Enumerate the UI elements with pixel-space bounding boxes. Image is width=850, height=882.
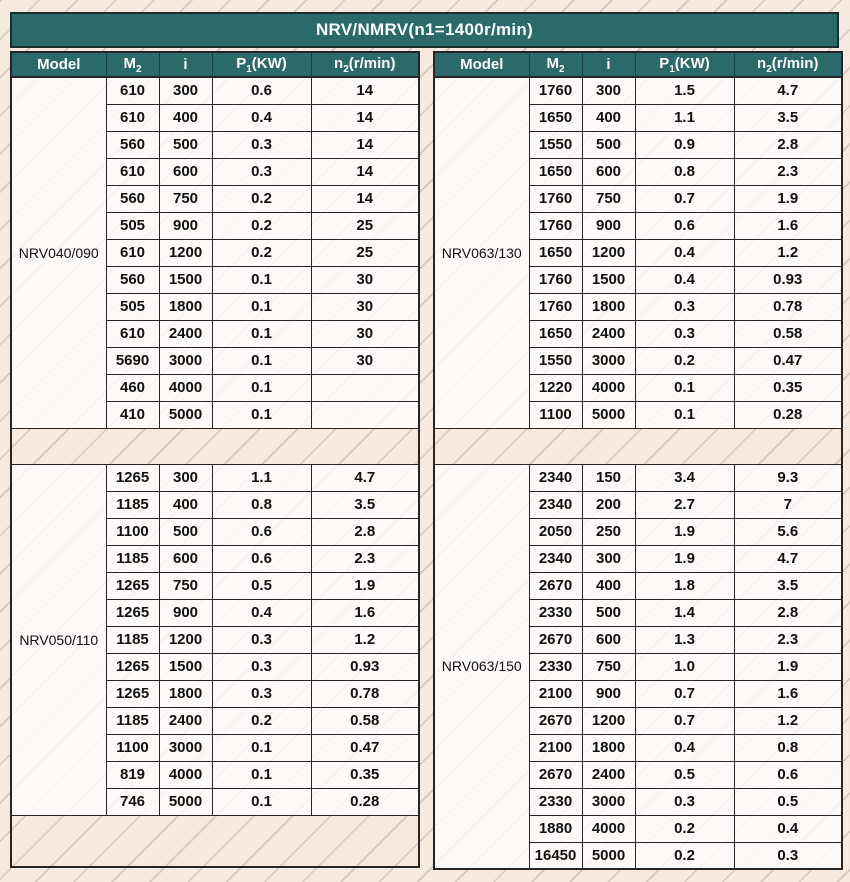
value-cell: 0.3 bbox=[212, 653, 311, 680]
value-cell: 3.5 bbox=[734, 104, 842, 131]
value-cell: 1.4 bbox=[635, 599, 734, 626]
value-cell: 0.2 bbox=[635, 842, 734, 869]
value-cell: 2.8 bbox=[734, 599, 842, 626]
value-cell: 0.1 bbox=[212, 734, 311, 761]
value-cell: 2.8 bbox=[311, 518, 419, 545]
value-cell: 1200 bbox=[159, 626, 212, 653]
value-cell: 410 bbox=[106, 401, 159, 428]
value-cell: 4.7 bbox=[734, 77, 842, 104]
value-cell: 0.78 bbox=[734, 293, 842, 320]
footer-empty-row bbox=[11, 815, 419, 867]
spec-table-left bbox=[10, 51, 420, 868]
value-cell: 2.3 bbox=[734, 626, 842, 653]
value-cell: 1265 bbox=[106, 464, 159, 491]
value-cell: 30 bbox=[311, 320, 419, 347]
value-cell: 1800 bbox=[159, 293, 212, 320]
value-cell: 3.5 bbox=[734, 572, 842, 599]
value-cell: 300 bbox=[159, 77, 212, 104]
value-cell: 2340 bbox=[529, 545, 582, 572]
value-cell: 1185 bbox=[106, 491, 159, 518]
value-cell: 400 bbox=[582, 572, 635, 599]
value-cell: 1.9 bbox=[734, 185, 842, 212]
value-cell: 0.58 bbox=[311, 707, 419, 734]
value-cell: 0.47 bbox=[734, 347, 842, 374]
page-title: NRV/NMRV(n1=1400r/min) bbox=[10, 12, 839, 48]
value-cell: 2050 bbox=[529, 518, 582, 545]
value-cell: 14 bbox=[311, 158, 419, 185]
value-cell: 600 bbox=[582, 626, 635, 653]
value-cell: 4.7 bbox=[734, 545, 842, 572]
value-cell: 400 bbox=[582, 104, 635, 131]
value-cell: 1500 bbox=[582, 266, 635, 293]
value-cell: 0.35 bbox=[311, 761, 419, 788]
tables-row bbox=[10, 51, 839, 870]
col-header-i: i bbox=[582, 52, 635, 77]
section-spacer-row bbox=[11, 428, 419, 464]
value-cell: 560 bbox=[106, 185, 159, 212]
value-cell: 0.78 bbox=[311, 680, 419, 707]
value-cell: 1.2 bbox=[734, 707, 842, 734]
value-cell: 1200 bbox=[582, 707, 635, 734]
value-cell bbox=[311, 401, 419, 428]
value-cell: 1760 bbox=[529, 212, 582, 239]
col-header-p1: $P_1(KW)$ bbox=[212, 52, 311, 77]
value-cell: 505 bbox=[106, 293, 159, 320]
value-cell: 4.7 bbox=[311, 464, 419, 491]
value-cell: 2670 bbox=[529, 626, 582, 653]
value-cell: 2100 bbox=[529, 680, 582, 707]
col-header-model: Model bbox=[11, 52, 106, 77]
value-cell: 0.5 bbox=[635, 761, 734, 788]
value-cell: 400 bbox=[159, 104, 212, 131]
value-cell: 150 bbox=[582, 464, 635, 491]
value-cell: 1800 bbox=[582, 734, 635, 761]
value-cell: 0.9 bbox=[635, 131, 734, 158]
value-cell: 1760 bbox=[529, 266, 582, 293]
value-cell: 9.3 bbox=[734, 464, 842, 491]
value-cell: 1650 bbox=[529, 158, 582, 185]
section-spacer-cell bbox=[434, 428, 842, 464]
value-cell: 0.6 bbox=[734, 761, 842, 788]
value-cell: 600 bbox=[159, 545, 212, 572]
value-cell: 0.1 bbox=[635, 401, 734, 428]
value-cell: 1265 bbox=[106, 599, 159, 626]
value-cell: 250 bbox=[582, 518, 635, 545]
value-cell: 0.1 bbox=[635, 374, 734, 401]
value-cell: 0.3 bbox=[635, 788, 734, 815]
value-cell: 900 bbox=[582, 212, 635, 239]
value-cell: 1.1 bbox=[635, 104, 734, 131]
value-cell: 600 bbox=[582, 158, 635, 185]
value-cell: 0.93 bbox=[734, 266, 842, 293]
value-cell: 25 bbox=[311, 239, 419, 266]
value-cell: 14 bbox=[311, 185, 419, 212]
value-cell: 1220 bbox=[529, 374, 582, 401]
value-cell: 4000 bbox=[582, 815, 635, 842]
value-cell: 1185 bbox=[106, 626, 159, 653]
value-cell: 1.2 bbox=[311, 626, 419, 653]
value-cell: 2670 bbox=[529, 761, 582, 788]
table-row bbox=[11, 464, 419, 491]
value-cell: 2400 bbox=[582, 761, 635, 788]
value-cell: 5000 bbox=[582, 842, 635, 869]
value-cell: 0.1 bbox=[212, 374, 311, 401]
value-cell: 2330 bbox=[529, 653, 582, 680]
value-cell: 0.2 bbox=[635, 347, 734, 374]
value-cell: 1500 bbox=[159, 266, 212, 293]
value-cell: 2.8 bbox=[734, 131, 842, 158]
model-cell: NRV063/150 bbox=[434, 464, 529, 869]
value-cell: 900 bbox=[582, 680, 635, 707]
value-cell: 1265 bbox=[106, 653, 159, 680]
value-cell: 14 bbox=[311, 131, 419, 158]
value-cell: 0.6 bbox=[212, 518, 311, 545]
value-cell: 1.9 bbox=[635, 545, 734, 572]
col-header-n2: $n_2(r/\min)$ bbox=[311, 52, 419, 77]
value-cell: 0.3 bbox=[212, 626, 311, 653]
value-cell: 5000 bbox=[159, 788, 212, 815]
value-cell: 0.6 bbox=[635, 212, 734, 239]
col-header-i: i bbox=[159, 52, 212, 77]
spec-sheet bbox=[10, 12, 839, 870]
value-cell: 1100 bbox=[106, 734, 159, 761]
value-cell: 5000 bbox=[582, 401, 635, 428]
value-cell: 1550 bbox=[529, 347, 582, 374]
value-cell: 14 bbox=[311, 77, 419, 104]
value-cell: 0.3 bbox=[212, 158, 311, 185]
value-cell: 746 bbox=[106, 788, 159, 815]
table-body bbox=[11, 77, 419, 867]
value-cell: 14 bbox=[311, 104, 419, 131]
value-cell: 0.35 bbox=[734, 374, 842, 401]
value-cell: 500 bbox=[582, 131, 635, 158]
value-cell: 0.2 bbox=[212, 239, 311, 266]
value-cell: 500 bbox=[582, 599, 635, 626]
value-cell: 0.8 bbox=[635, 158, 734, 185]
value-cell: 1760 bbox=[529, 185, 582, 212]
value-cell: 16450 bbox=[529, 842, 582, 869]
value-cell: 1.3 bbox=[635, 626, 734, 653]
value-cell: 750 bbox=[159, 572, 212, 599]
value-cell: 1.9 bbox=[734, 653, 842, 680]
value-cell: 1.2 bbox=[734, 239, 842, 266]
value-cell: 1100 bbox=[529, 401, 582, 428]
value-cell: 2100 bbox=[529, 734, 582, 761]
value-cell: 200 bbox=[582, 491, 635, 518]
value-cell: 2.3 bbox=[734, 158, 842, 185]
value-cell: 750 bbox=[582, 653, 635, 680]
value-cell: 0.1 bbox=[212, 788, 311, 815]
value-cell: 2.7 bbox=[635, 491, 734, 518]
value-cell: 3000 bbox=[159, 734, 212, 761]
value-cell: 0.1 bbox=[212, 266, 311, 293]
value-cell: 1265 bbox=[106, 680, 159, 707]
value-cell: 500 bbox=[159, 131, 212, 158]
value-cell: 1.9 bbox=[635, 518, 734, 545]
value-cell: 0.4 bbox=[635, 266, 734, 293]
value-cell: 600 bbox=[159, 158, 212, 185]
value-cell: 1.1 bbox=[212, 464, 311, 491]
value-cell: 0.47 bbox=[311, 734, 419, 761]
value-cell: 4000 bbox=[159, 761, 212, 788]
value-cell: 1265 bbox=[106, 572, 159, 599]
value-cell: 0.4 bbox=[635, 239, 734, 266]
value-cell: 1.6 bbox=[311, 599, 419, 626]
value-cell: 1550 bbox=[529, 131, 582, 158]
col-header-m2: $M_2$ bbox=[106, 52, 159, 77]
value-cell: 0.4 bbox=[734, 815, 842, 842]
value-cell: 900 bbox=[159, 599, 212, 626]
value-cell: 750 bbox=[159, 185, 212, 212]
value-cell: 1.6 bbox=[734, 212, 842, 239]
value-cell: 300 bbox=[159, 464, 212, 491]
value-cell bbox=[311, 374, 419, 401]
value-cell: 0.1 bbox=[212, 761, 311, 788]
value-cell: 1760 bbox=[529, 77, 582, 104]
value-cell: 5.6 bbox=[734, 518, 842, 545]
value-cell: 2400 bbox=[582, 320, 635, 347]
col-header-n2: $n_2(r/\min)$ bbox=[734, 52, 842, 77]
value-cell: 1.9 bbox=[311, 572, 419, 599]
value-cell: 0.3 bbox=[635, 320, 734, 347]
value-cell: 1800 bbox=[159, 680, 212, 707]
value-cell: 900 bbox=[159, 212, 212, 239]
section-spacer-cell bbox=[11, 428, 419, 464]
value-cell: 300 bbox=[582, 545, 635, 572]
value-cell: 610 bbox=[106, 77, 159, 104]
value-cell: 30 bbox=[311, 347, 419, 374]
value-cell: 30 bbox=[311, 266, 419, 293]
value-cell: 610 bbox=[106, 158, 159, 185]
value-cell: 0.6 bbox=[212, 545, 311, 572]
value-cell: 2400 bbox=[159, 707, 212, 734]
value-cell: 0.2 bbox=[635, 815, 734, 842]
value-cell: 0.1 bbox=[212, 347, 311, 374]
footer-empty-cell bbox=[11, 815, 419, 867]
value-cell: 1185 bbox=[106, 707, 159, 734]
value-cell: 1.5 bbox=[635, 77, 734, 104]
value-cell: 1200 bbox=[159, 239, 212, 266]
value-cell: 0.1 bbox=[212, 320, 311, 347]
value-cell: 1200 bbox=[582, 239, 635, 266]
value-cell: 560 bbox=[106, 131, 159, 158]
value-cell: 3000 bbox=[582, 347, 635, 374]
value-cell: 0.4 bbox=[212, 599, 311, 626]
value-cell: 2340 bbox=[529, 491, 582, 518]
value-cell: 1650 bbox=[529, 104, 582, 131]
value-cell: 0.28 bbox=[734, 401, 842, 428]
value-cell: 0.4 bbox=[635, 734, 734, 761]
value-cell: 1185 bbox=[106, 545, 159, 572]
value-cell: 0.6 bbox=[212, 77, 311, 104]
value-cell: 2670 bbox=[529, 572, 582, 599]
value-cell: 0.5 bbox=[212, 572, 311, 599]
value-cell: 0.3 bbox=[212, 131, 311, 158]
value-cell: 2670 bbox=[529, 707, 582, 734]
value-cell: 1650 bbox=[529, 239, 582, 266]
value-cell: 1650 bbox=[529, 320, 582, 347]
value-cell: 0.4 bbox=[212, 104, 311, 131]
value-cell: 560 bbox=[106, 266, 159, 293]
value-cell: 0.7 bbox=[635, 680, 734, 707]
value-cell: 0.3 bbox=[635, 293, 734, 320]
value-cell: 0.3 bbox=[212, 680, 311, 707]
section-spacer-row bbox=[434, 428, 842, 464]
value-cell: 0.3 bbox=[734, 842, 842, 869]
value-cell: 1800 bbox=[582, 293, 635, 320]
value-cell: 610 bbox=[106, 320, 159, 347]
table-row bbox=[434, 77, 842, 104]
value-cell: 5000 bbox=[159, 401, 212, 428]
value-cell: 0.58 bbox=[734, 320, 842, 347]
value-cell: 2340 bbox=[529, 464, 582, 491]
model-cell: NRV040/090 bbox=[11, 77, 106, 428]
col-header-model: Model bbox=[434, 52, 529, 77]
value-cell: 1.8 bbox=[635, 572, 734, 599]
value-cell: 0.7 bbox=[635, 707, 734, 734]
value-cell: 750 bbox=[582, 185, 635, 212]
value-cell: 1.6 bbox=[734, 680, 842, 707]
value-cell: 1100 bbox=[106, 518, 159, 545]
value-cell: 0.8 bbox=[734, 734, 842, 761]
value-cell: 30 bbox=[311, 293, 419, 320]
value-cell: 3000 bbox=[582, 788, 635, 815]
value-cell: 7 bbox=[734, 491, 842, 518]
value-cell: 3000 bbox=[159, 347, 212, 374]
value-cell: 0.2 bbox=[212, 707, 311, 734]
value-cell: 300 bbox=[582, 77, 635, 104]
col-header-m2: $M_2$ bbox=[529, 52, 582, 77]
value-cell: 1760 bbox=[529, 293, 582, 320]
value-cell: 2400 bbox=[159, 320, 212, 347]
table-row bbox=[434, 464, 842, 491]
table-header bbox=[11, 52, 419, 77]
value-cell: 25 bbox=[311, 212, 419, 239]
value-cell: 0.2 bbox=[212, 185, 311, 212]
model-cell: NRV050/110 bbox=[11, 464, 106, 815]
table-row bbox=[11, 77, 419, 104]
table-body bbox=[434, 77, 842, 869]
value-cell: 500 bbox=[159, 518, 212, 545]
value-cell: 0.28 bbox=[311, 788, 419, 815]
value-cell: 0.93 bbox=[311, 653, 419, 680]
value-cell: 819 bbox=[106, 761, 159, 788]
table-header bbox=[434, 52, 842, 77]
value-cell: 1.0 bbox=[635, 653, 734, 680]
value-cell: 460 bbox=[106, 374, 159, 401]
value-cell: 4000 bbox=[159, 374, 212, 401]
value-cell: 0.5 bbox=[734, 788, 842, 815]
value-cell: 2330 bbox=[529, 599, 582, 626]
value-cell: 0.2 bbox=[212, 212, 311, 239]
value-cell: 1880 bbox=[529, 815, 582, 842]
value-cell: 0.8 bbox=[212, 491, 311, 518]
value-cell: 610 bbox=[106, 239, 159, 266]
spec-table-right bbox=[433, 51, 843, 870]
value-cell: 505 bbox=[106, 212, 159, 239]
value-cell: 0.1 bbox=[212, 401, 311, 428]
value-cell: 2330 bbox=[529, 788, 582, 815]
value-cell: 0.1 bbox=[212, 293, 311, 320]
value-cell: 3.4 bbox=[635, 464, 734, 491]
value-cell: 0.7 bbox=[635, 185, 734, 212]
value-cell: 400 bbox=[159, 491, 212, 518]
value-cell: 2.3 bbox=[311, 545, 419, 572]
value-cell: 1500 bbox=[159, 653, 212, 680]
value-cell: 4000 bbox=[582, 374, 635, 401]
model-cell: NRV063/130 bbox=[434, 77, 529, 428]
value-cell: 5690 bbox=[106, 347, 159, 374]
value-cell: 610 bbox=[106, 104, 159, 131]
col-header-p1: $P_1(KW)$ bbox=[635, 52, 734, 77]
value-cell: 3.5 bbox=[311, 491, 419, 518]
